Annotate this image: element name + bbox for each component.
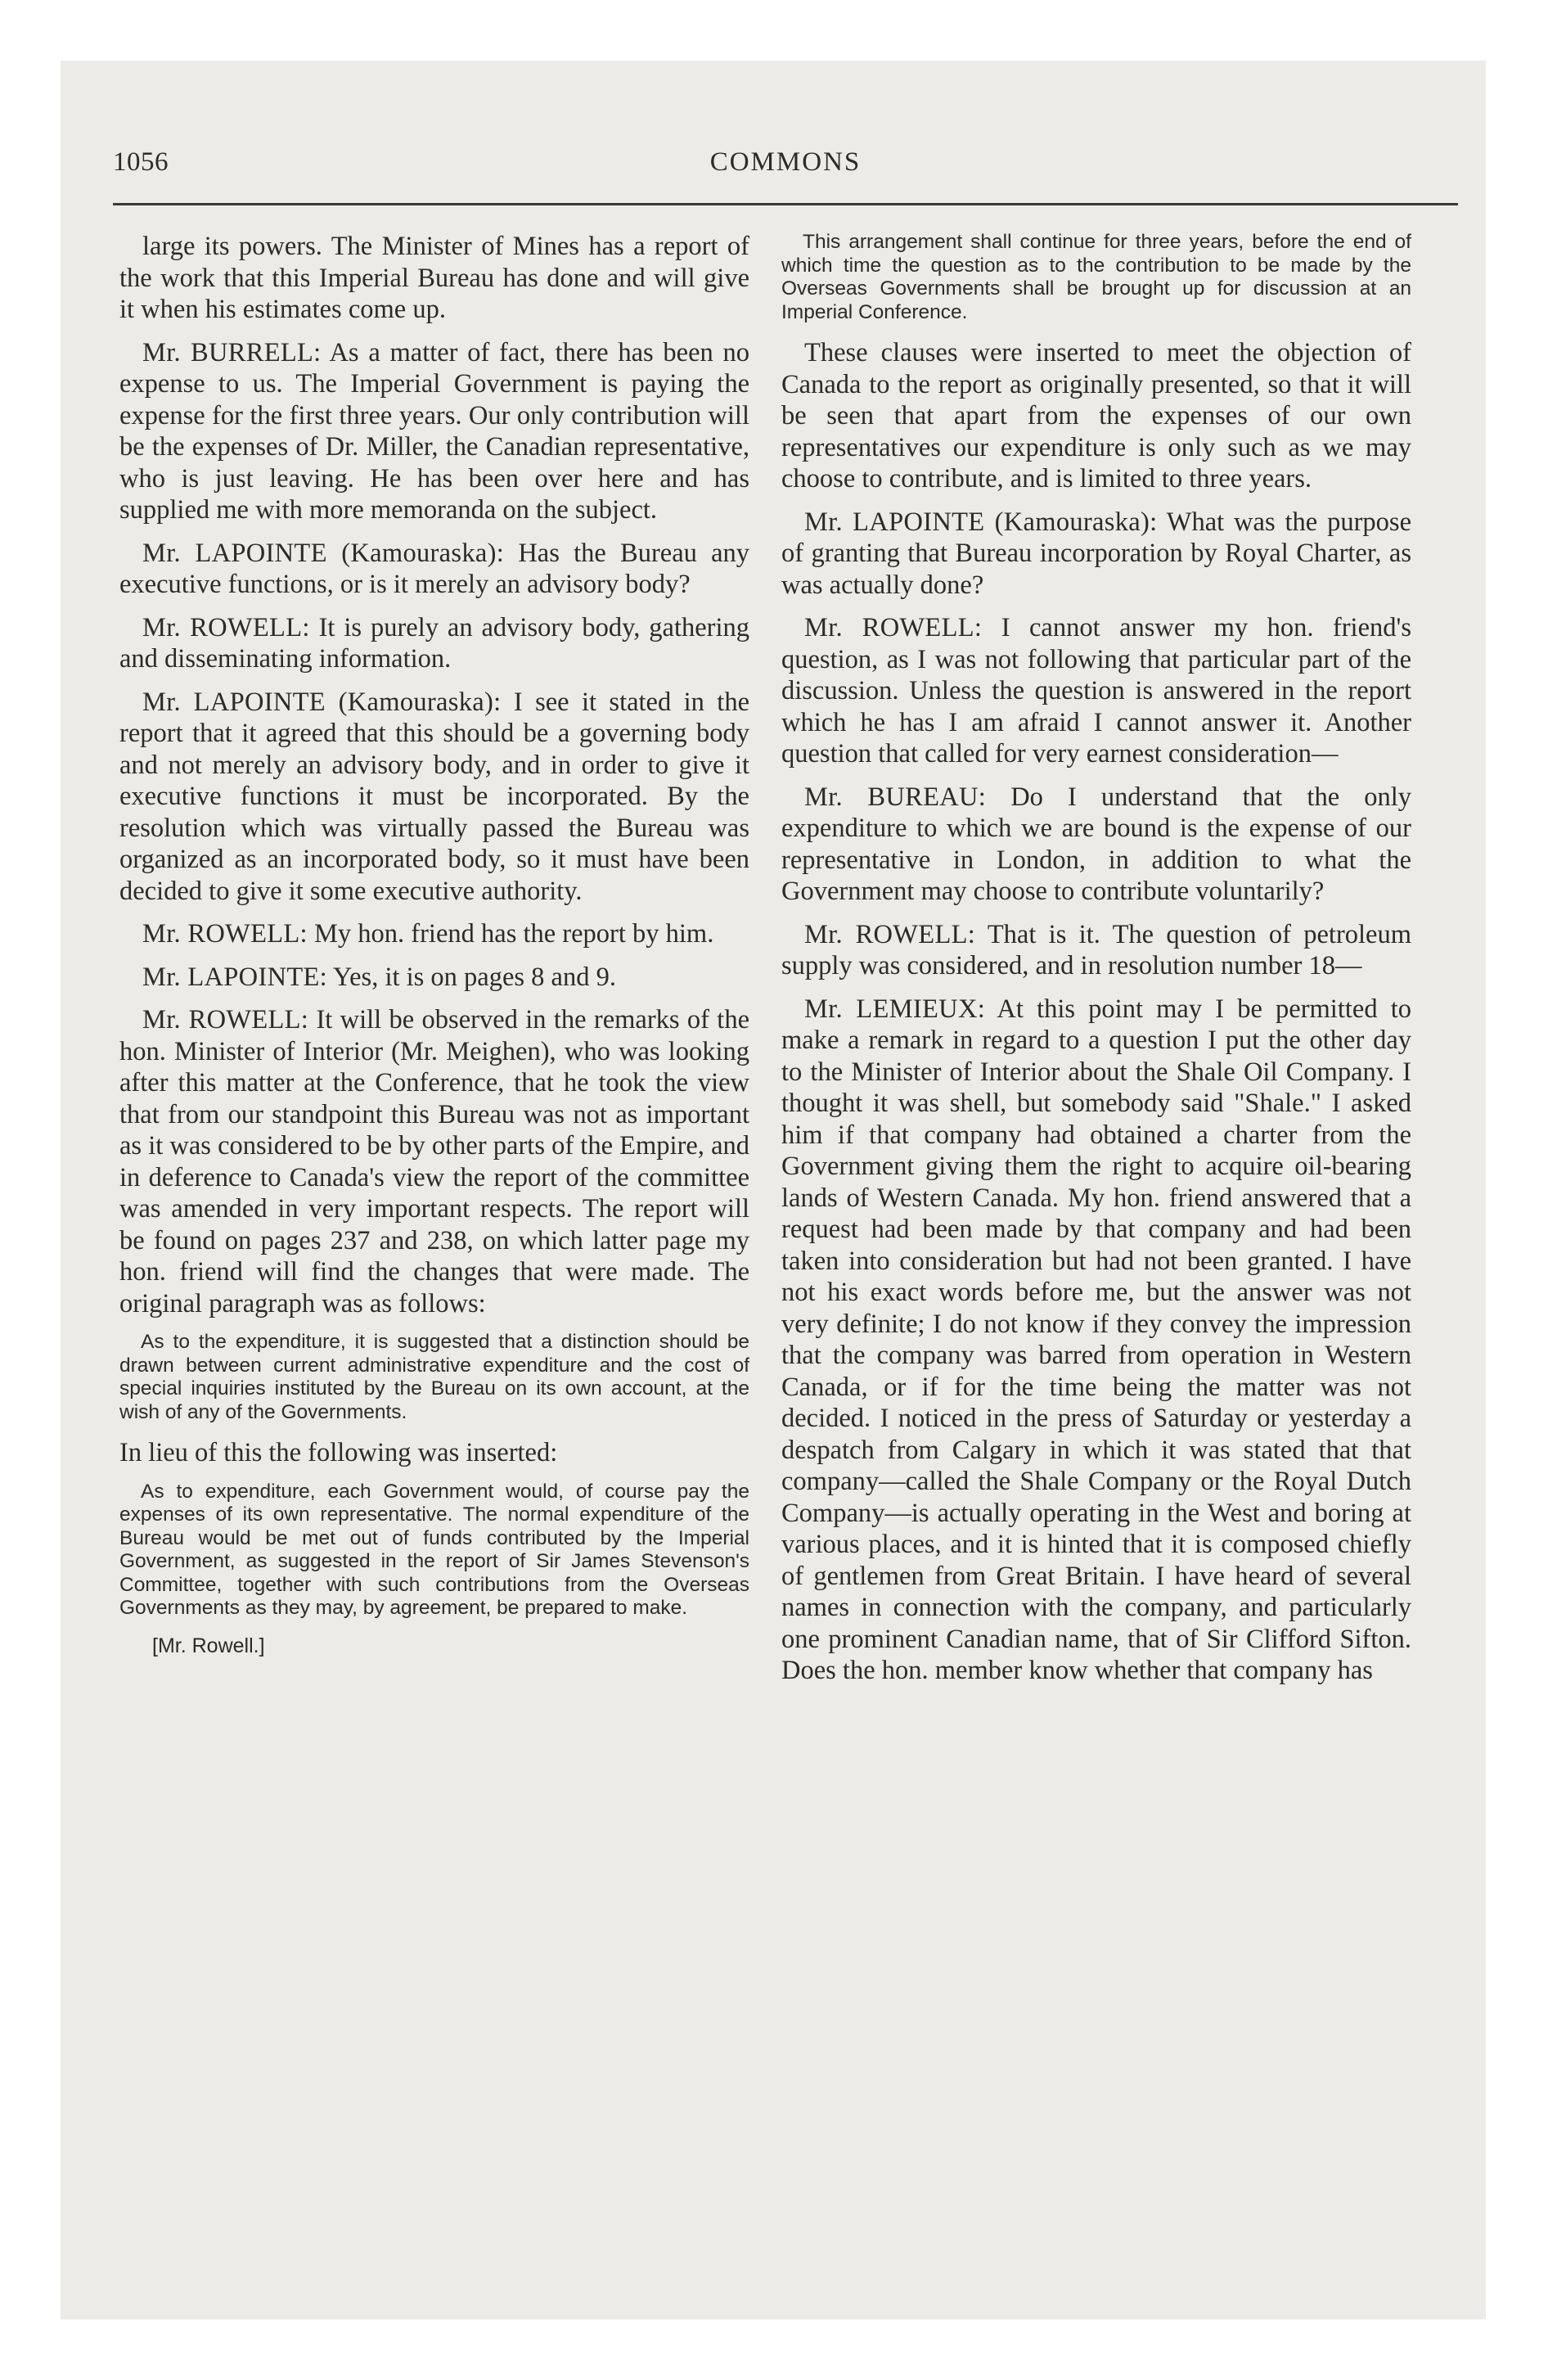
speaker-name: Mr. LAPOINTE (Kamouraska): <box>804 507 1158 537</box>
left-body-paragraph <box>119 612 749 675</box>
speaker-name: Mr. ROWELL: <box>142 1005 309 1034</box>
right-body-paragraph <box>781 507 1411 602</box>
paragraph-text: I see it stated in the report that it agreed that this should be a governing body and not merely an advisory body, and in order to give it executive functions it must be incorporated. By the resolution which was virtually passed the Bureau was organized as an incorporated body, so it must have been decided to give it some executive authority. <box>119 687 749 906</box>
page-number: 1056 <box>113 147 169 177</box>
paragraph-text: I cannot answer my hon. friend's question, as I was not following that particular part of the discussion. Unless the question is answered in the report which he has I am afraid I cannot answer it. Another question that called for very earnest consideration— <box>781 613 1411 769</box>
paragraph-text: That is it. The question of petroleum supply was considered, and in resolution number 18— <box>781 919 1411 980</box>
paragraph-text: As a matter of fact, there has been no expense to us. The Imperial Government is paying the expense for the first three years. Our only contribution will be the expenses of Dr. Miller, the Canadian representative, who is just leaving. He has been over here and has supplied me with more memoranda on the subject. <box>119 337 749 525</box>
paragraph-text: It will be observed in the remarks of the hon. Minister of Interior (Mr. Meighen), who was looking after this matter at the Conference, that he took the view that from our standpoint this Bureau was not as important as it was considered to be by other parts of the Empire, and in deference to Canada's view the report of the committee was amended in very important respects. The report will be found on pages 237 and 238, on which latter page my hon. friend will find the changes that were made. The original paragraph was as follows: <box>119 1005 749 1318</box>
paragraph-text: Do I understand that the only expenditure to which we are bound is the expense of our representative in London, in addition to what the Government may choose to contribute voluntarily? <box>781 782 1411 906</box>
right-body-paragraph <box>781 337 1411 495</box>
right-body-paragraph <box>781 612 1411 770</box>
left-plain-paragraph <box>119 1437 749 1469</box>
right-column <box>781 231 1411 2179</box>
paragraph-text: [Mr. Rowell.] <box>152 1634 265 1657</box>
speaker-name: Mr. ROWELL: <box>804 919 976 949</box>
paragraph-text: This arrangement shall continue for three years, before the end of which time the question as to the contribution to be made by the Overseas Governments shall be brought up for discussion at an Imperial Conference. <box>781 231 1411 323</box>
paragraph-text: These clauses were inserted to meet the objection of Canada to the report as originally presented, so that it will be seen that apart from the expenses of our own representatives our expenditure is only such as we may choose to contribute, and is limited to three years. <box>781 338 1411 494</box>
right-body-paragraph <box>781 919 1411 982</box>
paragraph-text: In lieu of this the following was inserted: <box>119 1438 558 1467</box>
left-body-paragraph <box>119 1004 749 1319</box>
running-head: COMMONS <box>709 147 862 177</box>
paragraph-text: As to the expenditure, it is suggested that a distinction should be drawn between current administrative expenditure and the cost of special inquiries instituted by the Bureau on its own account, at the wish of any of the Governments. <box>119 1331 749 1423</box>
paragraph-text: At this point may I be permitted to make a remark in regard to a question I put the other day to the Minister of Interior about the Shale Oil Company. I thought it was shell, but somebody said "Shale." I asked him if that company had obtained a charter from the Government giving them the right to acquire oil-bearing lands of Western Canada. My hon. friend answered that a request had been made by that company and had been taken into consideration but had not been granted. I have not his exact words before me, but the answer was not very definite; I do not know if they convey the impression that the company was barred from operation in Western Canada, or if for the time being the matter was not decided. I noticed in the press of Saturday or yesterday a despatch from Calgary in which it was stated that that company—called the Shale Company or the Royal Dutch Company—is actually operating in the West and boring at various places, and it is hinted that it is composed chiefly of gentlemen from Great Britain. I have heard of several names in connection with the company, and particularly one prominent Canadian name, that of Sir Clifford Sifton. Does the hon. member know whether that company has <box>781 994 1411 1685</box>
paragraph-text: Has the Bureau any executive functions, or is it merely an advisory body? <box>119 538 749 599</box>
left-body-paragraph <box>119 918 749 950</box>
speaker-name: Mr. LAPOINTE (Kamouraska): <box>142 687 502 717</box>
left-quote-paragraph <box>119 1481 749 1620</box>
paragraph-text: My hon. friend has the report by him. <box>314 919 714 949</box>
paragraph-text: It is purely an advisory body, gathering and disseminating information. <box>119 612 749 674</box>
page-header <box>113 147 1458 187</box>
right-quote-paragraph <box>781 231 1411 324</box>
left-body-paragraph <box>119 231 749 326</box>
paragraph-text: Yes, it is on pages 8 and 9. <box>332 962 616 992</box>
left-column <box>119 231 749 2179</box>
speaker-name: Mr. ROWELL: <box>804 613 983 642</box>
speaker-name: Mr. BUREAU: <box>804 782 987 812</box>
left-sig-paragraph <box>119 1634 749 1658</box>
speaker-name: Mr. ROWELL: <box>142 612 310 642</box>
header-rule <box>113 203 1458 205</box>
speaker-name: Mr. LAPOINTE: <box>142 962 327 992</box>
speaker-name: Mr. ROWELL: <box>142 919 308 949</box>
speaker-name: Mr. BURRELL: <box>142 337 322 367</box>
paragraph-text: As to expenditure, each Government would, of course pay the expenses of its own representative. The normal expenditure of the Bureau would be met out of funds contributed by the Imperial Government, as suggested in the report of Sir James Stevenson's Committee, together with such contributions from the Overseas Governments as they may, by agreement, be prepared to make. <box>119 1480 749 1619</box>
left-body-paragraph <box>119 337 749 526</box>
left-quote-paragraph <box>119 1331 749 1424</box>
paragraph-text: large its powers. The Minister of Mines has a report of the work that this Imperial Bureau has done and will give it when his estimates come up. <box>119 232 749 324</box>
right-body-paragraph <box>781 782 1411 908</box>
right-body-paragraph <box>781 994 1411 1687</box>
left-body-paragraph <box>119 687 749 908</box>
speaker-name: Mr. LEMIEUX: <box>804 994 986 1024</box>
left-body-paragraph <box>119 962 749 994</box>
speaker-name: Mr. LAPOINTE (Kamouraska): <box>142 538 505 568</box>
paragraph-text: What was the purpose of granting that Bureau incorporation by Royal Charter, as was actually done? <box>781 507 1411 600</box>
left-body-paragraph <box>119 538 749 601</box>
